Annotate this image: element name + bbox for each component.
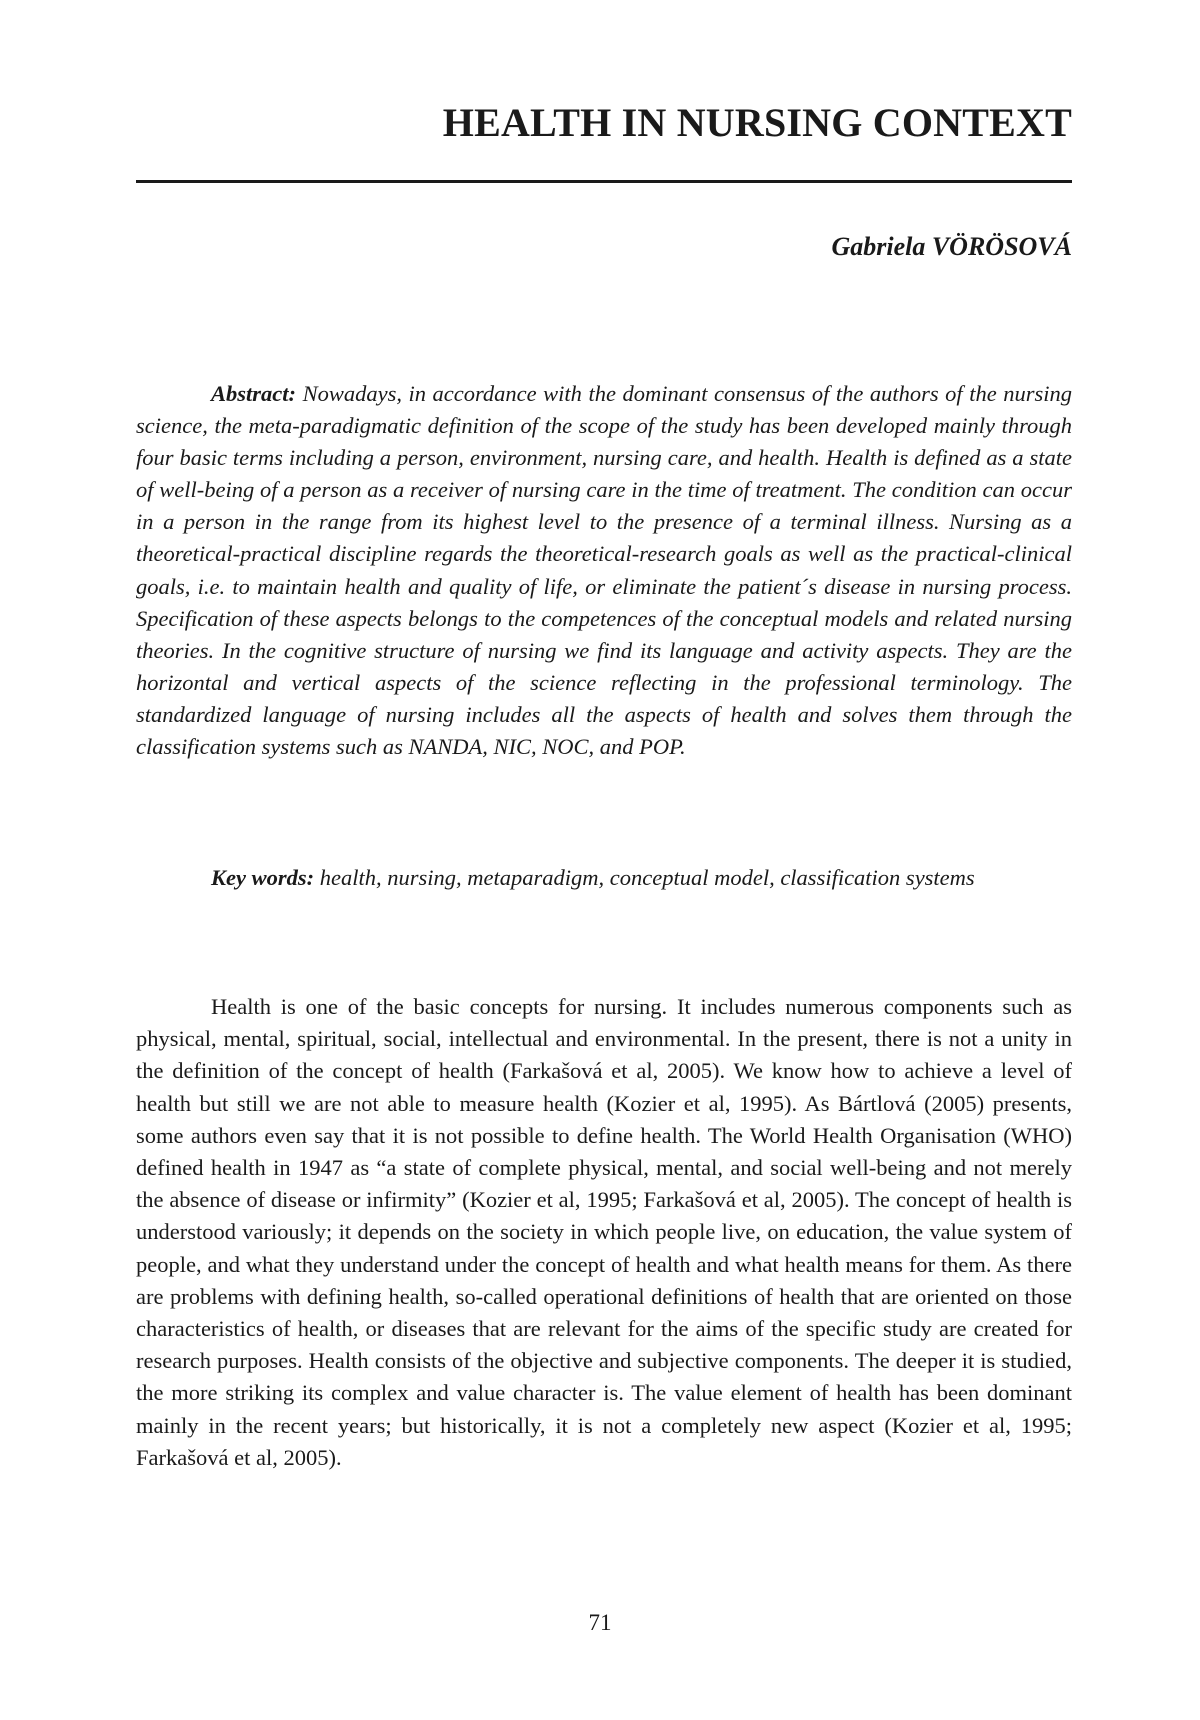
abstract-label: Abstract: bbox=[211, 381, 297, 406]
paper-title: HEALTH IN NURSING CONTEXT bbox=[442, 100, 1072, 145]
abstract-paragraph bbox=[136, 378, 1072, 763]
keywords-paragraph bbox=[136, 862, 1072, 894]
page-number: 71 bbox=[588, 1610, 612, 1635]
keywords-text: health, nursing, metaparadigm, conceptual model, classification systems bbox=[319, 865, 975, 890]
author-name: Gabriela VÖRÖSOVÁ bbox=[831, 232, 1072, 261]
title-divider bbox=[136, 180, 1072, 183]
abstract-text: Nowadays, in accordance with the dominant consensus of the authors of the nursing science, the meta-paradigmatic definition of the scope of the study has been developed mainly through four basic terms including a person, environment, nursing care, and health. Health is defined as a state of well-being of a person as a receiver of nursing care in the time of treatment. The condition can occur in a person in the range from its highest level to the presence of a terminal illness. Nursing as a theoretical-practical discipline regards the theoretical-research goals as well as the practical-clinical goals, i.e. to maintain health and quality of life, or eliminate the patient´s disease in nursing process. Specification of these aspects belongs to the competences of the conceptual models and related nursing theories. In the cognitive structure of nursing we find its language and activity aspects. They are the horizontal and vertical aspects of the science reflecting in the professional terminology. The standardized language of nursing includes all the aspects of health and solves them through the classification systems such as NANDA, NIC, NOC, and POP. bbox=[136, 381, 1073, 760]
keywords-label: Key words: bbox=[211, 865, 315, 890]
body-paragraph: Health is one of the basic concepts for nursing. It includes numerous components such as physical, mental, spiritual, social, intellectual and environmental. In the present, there is not a unity in the definition of the concept of health (Farkašová et al, 2005). We know how to achieve a level of health but still we are not able to measure health (Kozier et al, 1995). As Bártlová (2005) presents, some authors even say that it is not possible to define health. The World Health Organisation (WHO) defined health in 1947 as “a state of complete physical, mental, and social well-being and not merely the absence of disease or infirmity” (Kozier et al, 1995; Farkašová et al, 2005). The concept of health is understood variously; it depends on the society in which people live, on education, the value system of people, and what they understand under the concept of health and what health means for them. As there are problems with defining health, so-called operational definitions of health that are oriented on those characteristics of health, or diseases that are relevant for the aims of the specific study are created for research purposes. Health consists of the objective and subjective components. The deeper it is studied, the more striking its complex and value character is. The value element of health has been dominant mainly in the recent years; but historically, it is not a completely new aspect (Kozier et al, 1995; Farkašová et al, 2005). bbox=[136, 994, 1072, 1470]
